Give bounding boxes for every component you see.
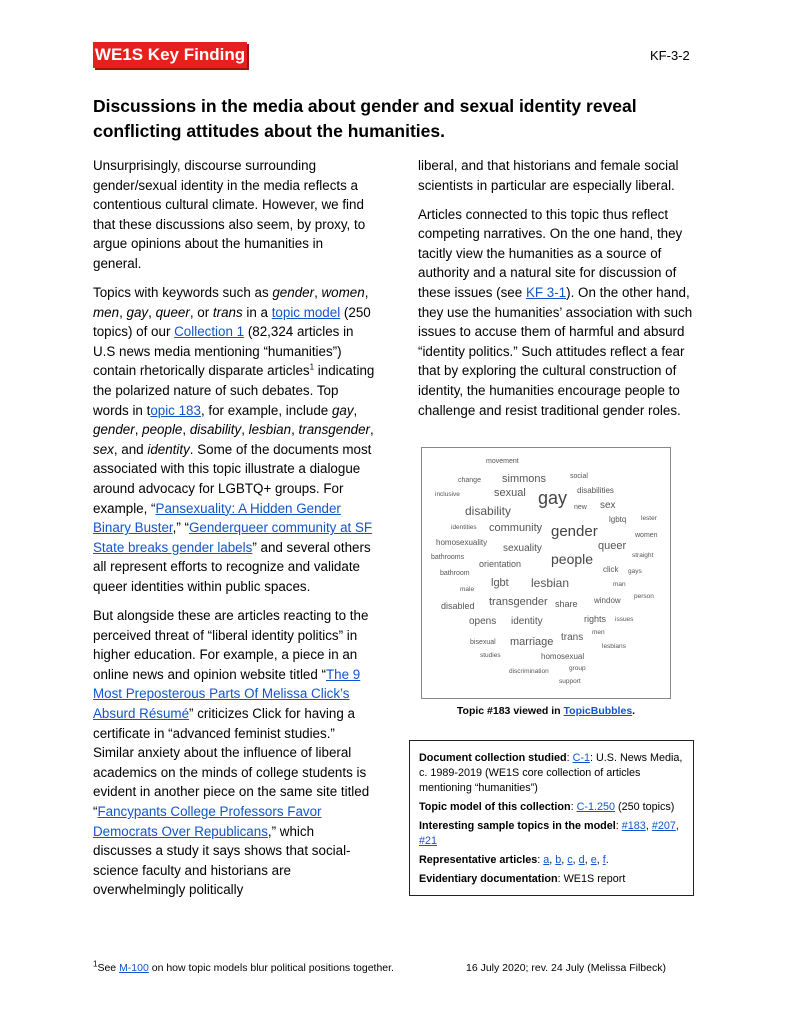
cloud-word: discrimination xyxy=(509,668,549,675)
text: , xyxy=(584,854,591,866)
keyword: gay xyxy=(331,402,354,418)
label: Interesting sample topics in the model xyxy=(419,820,616,832)
info-evidentiary-documentation xyxy=(419,872,685,887)
text: Topic #183 viewed in xyxy=(456,705,564,717)
cloud-word: homosexual xyxy=(541,652,585,661)
text: See xyxy=(97,962,120,974)
text: , xyxy=(148,304,156,320)
text: ” and several others all represent efforts to recognize and validate queer identities within public spaces. xyxy=(93,539,371,594)
cloud-word: issues xyxy=(615,616,634,623)
left-column xyxy=(93,156,375,909)
cloud-word: lesbian xyxy=(531,576,570,590)
keyword: transgender xyxy=(298,422,370,438)
text: indicating the polarized nature of such debates. Top words in t xyxy=(93,363,375,418)
text: , xyxy=(364,285,369,301)
article-link[interactable]: c xyxy=(567,854,573,866)
cloud-word: gays xyxy=(628,568,642,575)
text: : WE1S report xyxy=(557,873,626,885)
topicbubbles-link[interactable]: TopicBubbles xyxy=(563,705,633,717)
text: , xyxy=(645,820,652,832)
text: , xyxy=(182,422,190,438)
keyword: gay xyxy=(126,304,149,320)
text: , xyxy=(572,854,579,866)
collection-info-box xyxy=(409,740,694,896)
text: (250 topics) xyxy=(614,801,675,813)
text: But alongside these are articles reacting to the perceived threat of “liberal identity politics” in higher education. For example, a piece in an online news and opinion website titled “ xyxy=(93,608,369,682)
document-code: KF-3-2 xyxy=(650,48,690,63)
collection-1-link[interactable]: Collection 1 xyxy=(174,324,245,340)
text: (82,324 articles in U.S news media mentioning “humanities”) contain rhetorically disparate articles xyxy=(93,324,354,379)
cloud-word: sexuality xyxy=(503,543,542,554)
article-link[interactable]: a xyxy=(543,854,550,866)
cloud-word: sexual xyxy=(494,487,526,499)
cloud-word: person xyxy=(634,593,654,600)
text: : xyxy=(566,752,573,764)
text: , xyxy=(134,422,143,438)
topic-word-cloud xyxy=(421,447,671,699)
article-link[interactable]: d xyxy=(578,854,585,866)
kf-3-1-link[interactable]: KF 3-1 xyxy=(525,285,567,301)
text: . xyxy=(605,854,609,866)
paragraph-narratives xyxy=(418,205,702,421)
cloud-word: opens xyxy=(469,616,497,627)
label: Topic model of this collection xyxy=(419,801,571,813)
cloud-word: disabilities xyxy=(577,486,614,495)
cloud-word: queer xyxy=(598,540,627,552)
cloud-word: gay xyxy=(538,488,568,508)
cloud-word: marriage xyxy=(510,636,554,648)
text: on how topic models blur political positions together. xyxy=(148,962,394,974)
keyword: sex xyxy=(93,441,114,457)
footnote-marker: 1 xyxy=(309,362,315,372)
paragraph-continued: liberal, and that historians and female social scientists in particular are especially liberal. xyxy=(418,158,679,193)
article-link[interactable]: b xyxy=(555,854,562,866)
keyword: gender xyxy=(272,285,315,301)
cloud-word: identities xyxy=(451,524,477,531)
pansexuality-article-link[interactable]: Pansexuality: A Hidden Gender Binary Buster xyxy=(93,500,341,536)
fancypants-article-link[interactable]: Fancypants College Professors Favor Democrats Over Republicans xyxy=(93,804,322,839)
text: , xyxy=(291,422,299,438)
text: (250 topics) of our xyxy=(93,304,371,340)
cloud-word: inclusive xyxy=(435,491,460,498)
text: Topics with keywords such as xyxy=(93,285,273,301)
topic-link[interactable]: #207 xyxy=(651,820,676,832)
cloud-word: click xyxy=(603,565,619,574)
text: , xyxy=(370,422,374,438)
topic-183-link[interactable]: opic 183 xyxy=(150,402,201,418)
text: Articles connected to this topic thus reflect competing narratives. On the one hand, they tacitly view the humanities as a source of authority and a natural site for discussion of these issues (see xyxy=(418,206,683,301)
cloud-word: bathroom xyxy=(440,570,470,577)
topic-link[interactable]: #21 xyxy=(419,835,438,847)
cloud-word: people xyxy=(551,551,594,567)
text: . Some of the documents most associated with this topic illustrate a dialogue around advocacy for LGBTQ+ groups. For example, “ xyxy=(93,441,372,516)
cloud-word: lgbtq xyxy=(609,515,627,524)
text: , or xyxy=(189,304,213,320)
cloud-word: man xyxy=(613,581,626,588)
right-column xyxy=(418,156,702,430)
cloud-word: share xyxy=(555,599,578,609)
paragraph-intro: Unsurprisingly, discourse surrounding gender/sexual identity in the media reflects a contentious cultural climate. However, we find that these discussions also seem, by proxy, to argue opinions about the humanities in general. xyxy=(93,158,366,271)
revision-date: 16 July 2020; rev. 24 July (Melissa Filbeck) xyxy=(466,962,666,974)
text: , xyxy=(241,422,249,438)
paragraph-reactions xyxy=(93,606,375,900)
info-sample-topics xyxy=(419,819,685,849)
label: Document collection studied xyxy=(419,752,567,764)
text: , xyxy=(549,854,556,866)
text: , xyxy=(675,820,679,832)
cloud-word: disability xyxy=(465,504,512,518)
cloud-word: identity xyxy=(511,616,543,627)
cloud-word: male xyxy=(460,586,475,593)
c1-link[interactable]: C-1 xyxy=(572,752,590,764)
cloud-word: women xyxy=(635,532,658,539)
keyword: lesbian xyxy=(248,422,292,438)
cloud-word: homosexuality xyxy=(436,538,488,547)
c1-250-link[interactable]: C-1.250 xyxy=(576,801,615,813)
topic-link[interactable]: #183 xyxy=(621,820,646,832)
text: ” criticizes Click for having a certificate in “advanced feminist studies.” Similar anxiety about the influence of liberal academics on the minds of college students is evident in another piece on the same site titled “ xyxy=(93,706,370,819)
text: , and xyxy=(113,441,148,457)
text: : xyxy=(537,854,544,866)
cloud-word: lesbians xyxy=(602,643,626,650)
article-link[interactable]: e xyxy=(590,854,597,866)
text: : xyxy=(615,820,622,832)
cloud-word: movement xyxy=(486,458,519,465)
paragraph-topics xyxy=(93,283,375,597)
cloud-word: new xyxy=(574,504,587,511)
cloud-word: trans xyxy=(561,632,584,643)
keyword: people xyxy=(142,422,183,438)
cloud-word: transgender xyxy=(489,596,548,608)
info-representative-articles xyxy=(419,853,685,868)
cloud-word: sex xyxy=(600,500,616,511)
cloud-word: window xyxy=(594,596,621,605)
text: in a xyxy=(242,304,272,320)
info-topic-model xyxy=(419,800,685,815)
text: , xyxy=(561,854,568,866)
melissa-click-article-link[interactable]: The 9 Most Preposterous Parts Of Melissa Click’s Absurd Résumé xyxy=(93,666,361,722)
cloud-word: studies xyxy=(480,652,501,659)
cloud-word: lester xyxy=(641,515,657,522)
key-finding-badge: WE1S Key Finding xyxy=(93,42,247,68)
keyword: queer xyxy=(155,304,190,320)
cloud-word: social xyxy=(570,473,588,480)
text: . xyxy=(632,705,636,717)
text: , for example, include xyxy=(200,402,332,418)
cloud-word: rights xyxy=(584,614,607,624)
cloud-word: gender xyxy=(551,523,598,540)
keyword: women xyxy=(321,285,365,301)
keyword: identity xyxy=(147,441,190,457)
footnote-number: 1 xyxy=(93,959,98,969)
text: , xyxy=(119,304,127,320)
text: , xyxy=(314,285,322,301)
label: Representative articles xyxy=(419,854,538,866)
keyword: trans xyxy=(212,304,243,320)
topic-model-link[interactable]: topic model xyxy=(271,304,341,320)
article-link[interactable]: f xyxy=(602,854,606,866)
footnote xyxy=(93,959,394,974)
info-collection xyxy=(419,751,685,796)
label: Evidentiary documentation xyxy=(419,873,558,885)
cloud-word: simmons xyxy=(502,473,547,485)
text: , xyxy=(596,854,603,866)
text: : xyxy=(570,801,577,813)
cloud-word: group xyxy=(569,665,586,672)
cloud-word: change xyxy=(458,477,481,484)
cloud-word: bathrooms xyxy=(431,554,465,561)
m-100-link[interactable]: M-100 xyxy=(119,962,149,974)
text: , xyxy=(353,402,358,418)
cloud-word: support xyxy=(559,678,581,685)
cloud-word: men xyxy=(592,629,605,636)
text: ,” which discusses a study it says shows that social-science faculty and historians are overwhelmingly politically xyxy=(93,823,351,898)
cloud-word: straight xyxy=(632,552,654,559)
text: ). On the other hand, they use the humanities’ association with such issues to accuse them of harmful and absurd “identity politics.” Such attitudes reflect a fear that by exploring the cultural construction of identity, the humanities encourage people to challenge and resist traditional gender roles. xyxy=(418,285,693,418)
text: : U.S. News Media, c. 1989-2019 (WE1S core collection of articles mentioning “humanities”) xyxy=(419,752,683,794)
text: ,” “ xyxy=(172,520,189,536)
cloud-word: orientation xyxy=(479,559,522,569)
keyword: men xyxy=(93,304,120,320)
keyword: gender xyxy=(93,422,135,438)
keyword: disability xyxy=(189,422,242,438)
cloud-word: community xyxy=(489,522,543,534)
figure-caption xyxy=(421,705,671,717)
cloud-word: bisexual xyxy=(470,639,496,646)
cloud-word: disabled xyxy=(441,601,475,611)
cloud-word: lgbt xyxy=(491,577,509,589)
genderqueer-article-link[interactable]: Genderqueer community at SF State breaks gender labels xyxy=(93,520,373,555)
page-title: Discussions in the media about gender and sexual identity reveal conflicting attitudes about the humanities. xyxy=(93,96,637,141)
